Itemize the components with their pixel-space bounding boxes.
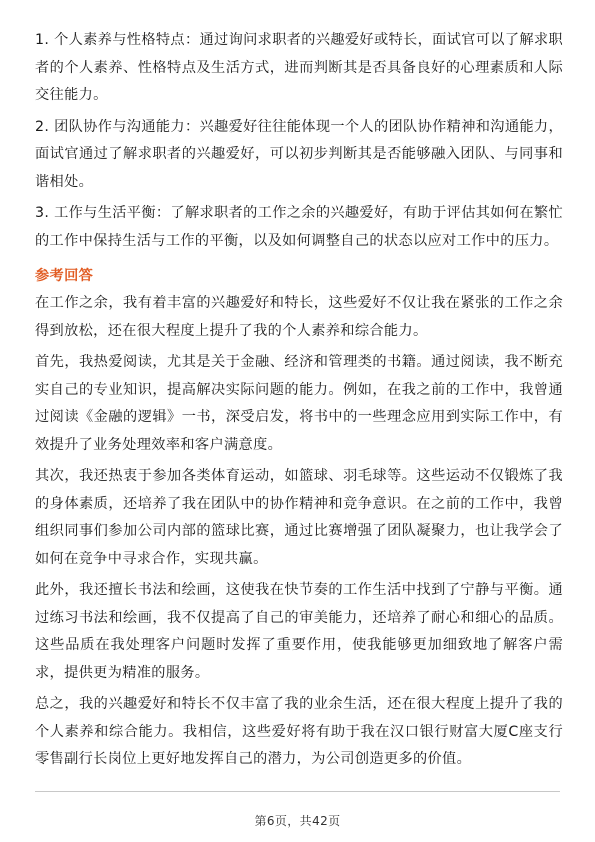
reference-answer-heading: 参考回答 bbox=[35, 268, 94, 284]
answer-paragraph-reading: 首先，我热爱阅读，尤其是关于金融、经济和管理类的书籍。通过阅读，我不断充实自己的专业知识，提高解决实际问题的能力。例如，在我之前的工作中，我曾通过阅读《金融的逻辑》一书，深受启发，将书中的一些理念应用到实际工作中，有效提升了业务处理效率和客户满意度。 bbox=[35, 354, 563, 453]
answer-paragraph-intro: 在工作之余，我有着丰富的兴趣爱好和特长，这些爱好不仅让我在紧张的工作之余得到放松，还在很大程度上提升了我的个人素养和综合能力。 bbox=[35, 295, 563, 339]
footer-divider bbox=[35, 791, 560, 792]
criterion-item-1: 1. 个人素养与性格特点：通过询问求职者的兴趣爱好或特长，面试官可以了解求职者的个人素养、性格特点及生活方式，进而判断其是否具备良好的心理素质和人际交往能力。 bbox=[35, 32, 563, 103]
page-number: 第6页，共42页 bbox=[254, 814, 341, 828]
answer-paragraph-conclusion: 总之，我的兴趣爱好和特长不仅丰富了我的业余生活，还在很大程度上提升了我的个人素养和综合能力。我相信，这些爱好将有助于我在汉口银行财富大厦C座支行零售副行长岗位上更好地发挥自己的潜力，为公司创造更多的价值。 bbox=[35, 696, 563, 767]
criterion-item-2: 2. 团队协作与沟通能力：兴趣爱好往往能体现一个人的团队协作精神和沟通能力，面试官通过了解求职者的兴趣爱好，可以初步判断其是否能够融入团队、与同事和谐相处。 bbox=[35, 118, 563, 190]
answer-paragraph-sports: 其次，我还热衷于参加各类体育运动，如篮球、羽毛球等。这些运动不仅锻炼了我的身体素质，还培养了我在团队中的协作精神和竞争意识。在之前的工作中，我曾组织同事们参加公司内部的篮球比赛，通过比赛增强了团队凝聚力，也让我学会了如何在竞争中寻求合作，实现共赢。 bbox=[35, 468, 563, 567]
document-body bbox=[35, 27, 563, 778]
answer-paragraph-calligraphy: 此外，我还擅长书法和绘画，这使我在快节奏的工作生活中找到了宁静与平衡。通过练习书法和绘画，我不仅提高了自己的审美能力，还培养了耐心和细心的品质。这些品质在我处理客户问题时发挥了重要作用，使我能够更加细致地了解客户需求，提供更为精准的服务。 bbox=[35, 582, 563, 681]
criterion-item-3: 3. 工作与生活平衡：了解求职者的工作之余的兴趣爱好，有助于评估其如何在繁忙的工作中保持生活与工作的平衡，以及如何调整自己的状态以应对工作中的压力。 bbox=[35, 205, 563, 249]
